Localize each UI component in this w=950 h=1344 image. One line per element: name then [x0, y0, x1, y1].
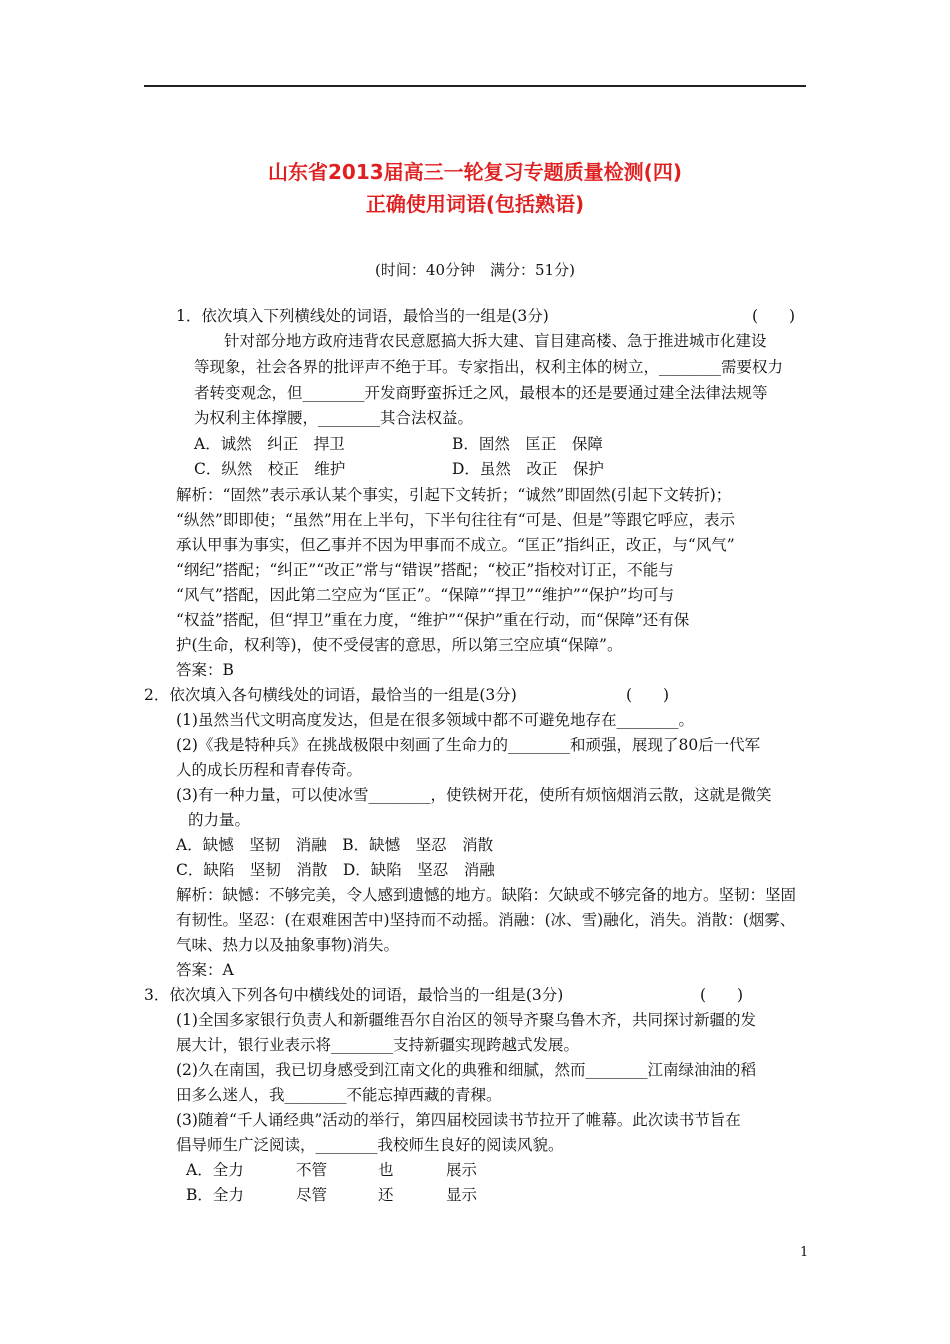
- q2-sentence-3-cont: 的力量。: [188, 811, 251, 829]
- q2-sentence-3: (3)有一种力量，可以使冰雪________，使铁树开花，使所有烦恼烟消云散，这就是微笑: [176, 786, 772, 804]
- q2-sentence-2: (2)《我是特种兵》在挑战极限中刻画了生命力的________和顽强，展现了80后一代军: [176, 736, 761, 754]
- document-title: 山东省2013届高三一轮复习专题质量检测(四): [268, 160, 682, 184]
- q1-analysis-line: “风气”搭配，因此第二空应为“匡正”。“保障”“捍卫”“维护”“保护”均可与: [176, 586, 675, 604]
- q3-option-b-word: 尽管: [296, 1186, 328, 1204]
- exam-meta: (时间：40分钟 满分：51分): [375, 261, 575, 279]
- q3-option-a-word: 展示: [446, 1161, 478, 1179]
- q2-options-cd: C．缺陷 坚韧 消散 D．缺陷 坚忍 消融: [176, 861, 495, 879]
- q3-option-a-word: 也: [378, 1161, 394, 1179]
- q1-passage-line: 为权利主体撑腰，________其合法权益。: [194, 409, 474, 427]
- q3-option-b-word: 还: [378, 1186, 394, 1204]
- q1-option-a: A．诚然 纠正 捍卫: [194, 435, 345, 453]
- q2-stem: 2．依次填入各句横线处的词语，最恰当的一组是(3分): [144, 686, 517, 704]
- q3-sentence-1: (1)全国多家银行负责人和新疆维吾尔自治区的领导齐聚乌鲁木齐，共同探讨新疆的发: [176, 1011, 756, 1029]
- q1-analysis-line: “纲纪”搭配；“纠正”“改正”常与“错误”搭配；“校正”指校对订正，不能与: [176, 561, 674, 579]
- q3-sentence-3-cont: 倡导师生广泛阅读，________我校师生良好的阅读风貌。: [176, 1136, 564, 1154]
- q3-option-a-word: 不管: [296, 1161, 328, 1179]
- q3-stem: 3．依次填入下列各句中横线处的词语，最恰当的一组是(3分): [144, 986, 564, 1004]
- q1-passage-line: 针对部分地方政府违背农民意愿搞大拆大建、盲目建高楼、急于推进城市化建设: [224, 332, 767, 350]
- q2-sentence-2-cont: 人的成长历程和青春传奇。: [176, 761, 363, 779]
- q3-sentence-1-cont: 展大计，银行业表示将________支持新疆实现跨越式发展。: [176, 1036, 580, 1054]
- q1-passage-line: 者转变观念，但________开发商野蛮拆迁之风，最根本的还是要通过建全法律法规等: [194, 384, 768, 402]
- page-number: 1: [800, 1245, 809, 1260]
- q1-option-b: B．固然 匡正 保障: [452, 435, 603, 453]
- q1-option-d: D．虽然 改正 保护: [452, 460, 604, 478]
- q3-sentence-2-cont: 田多么迷人，我________不能忘掉西藏的青稞。: [176, 1086, 502, 1104]
- q2-analysis-line: 解析：缺憾：不够完美，令人感到遗憾的地方。缺陷：欠缺或不够完备的地方。坚韧：坚固: [176, 886, 797, 904]
- q3-option-b-label: B．全力: [186, 1186, 244, 1204]
- q3-option-b-word: 显示: [446, 1186, 478, 1204]
- q3-sentence-2: (2)久在南国，我已切身感受到江南文化的典雅和细腻，然而________江南绿油油的稻: [176, 1061, 756, 1079]
- q1-answer: 答案：B: [176, 661, 234, 679]
- q1-answer-paren: ( ): [752, 307, 796, 325]
- header-rule: [144, 85, 806, 87]
- q1-stem: 1．依次填入下列横线处的词语，最恰当的一组是(3分): [176, 307, 549, 325]
- q3-answer-paren: ( ): [700, 986, 744, 1004]
- q3-sentence-3: (3)随着“千人诵经典”活动的举行，第四届校园读书节拉开了帷幕。此次读书节旨在: [176, 1111, 741, 1129]
- q1-analysis-line: 承认甲事为事实，但乙事并不因为甲事而不成立。“匡正”指纠正，改正，与“风气”: [176, 536, 735, 554]
- q1-analysis-line: “纵然”即即使；“虽然”用在上半句，下半句往往有“可是、但是”等跟它呼应，表示: [176, 511, 736, 529]
- q1-analysis-line: 解析：“固然”表示承认某个事实，引起下文转折；“诚然”即固然(引起下文转折)；: [176, 486, 732, 504]
- q1-analysis-line: “权益”搭配，但“捍卫”重在力度，“维护”“保护”重在行动，而“保障”还有保: [176, 611, 690, 629]
- q2-sentence-1: (1)虽然当代文明高度发达，但是在很多领域中都不可避免地存在________。: [176, 711, 694, 729]
- document-subtitle: 正确使用词语(包括熟语): [365, 192, 585, 216]
- q2-answer-paren: ( ): [626, 686, 670, 704]
- q2-answer: 答案：A: [176, 961, 234, 979]
- q2-analysis-line: 气味、热力以及抽象事物)消失。: [176, 936, 400, 954]
- q2-options-ab: A．缺憾 坚韧 消融 B．缺憾 坚忍 消散: [176, 836, 494, 854]
- q1-analysis-line: 护(生命，权利等)，使不受侵害的意思，所以第三空应填“保障”。: [176, 636, 623, 654]
- q1-option-c: C．纵然 校正 维护: [194, 460, 346, 478]
- q2-analysis-line: 有韧性。坚忍：(在艰难困苦中)坚持而不动摇。消融：(冰、雪)融化，消失。消散：(烟雾、: [176, 911, 796, 929]
- q3-option-a-label: A．全力: [186, 1161, 244, 1179]
- q1-passage-line: 等现象，社会各界的批评声不绝于耳。专家指出，权利主体的树立，________需要权力: [194, 358, 784, 376]
